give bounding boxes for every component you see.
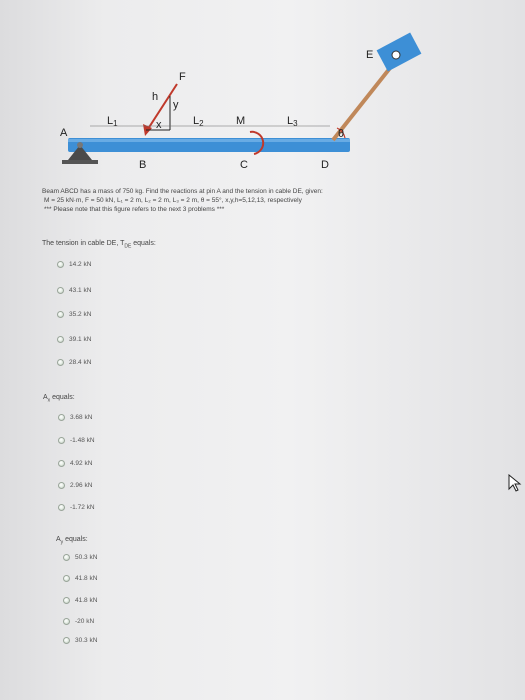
option-label: 4.92 kN bbox=[70, 459, 93, 467]
label-l1: L1 bbox=[107, 115, 118, 128]
option-q2-3[interactable] bbox=[58, 457, 92, 469]
option-label: -1.72 kN bbox=[70, 503, 95, 511]
radio-button[interactable] bbox=[58, 437, 65, 444]
label-c: C bbox=[240, 159, 248, 171]
problem-line-1: Beam ABCD has a mass of 750 kg. Find the reactions at pin A and the tension in cable DE, given: bbox=[42, 188, 323, 195]
radio-button[interactable] bbox=[58, 414, 65, 421]
option-label: 14.2 kN bbox=[69, 260, 92, 268]
option-q3-5[interactable] bbox=[63, 634, 97, 646]
label-e: E bbox=[366, 49, 374, 61]
label-f: F bbox=[179, 71, 186, 83]
question-sub: DE bbox=[124, 243, 132, 250]
pin-a bbox=[77, 142, 83, 148]
option-q1-4[interactable] bbox=[57, 333, 91, 345]
question-tail: equals: bbox=[50, 394, 75, 401]
question-text: A bbox=[56, 536, 61, 543]
option-q2-2[interactable] bbox=[58, 434, 95, 446]
radio-button[interactable] bbox=[57, 287, 64, 294]
label-l3: L3 bbox=[287, 115, 298, 128]
label-theta: θ bbox=[338, 128, 345, 140]
radio-button[interactable] bbox=[57, 261, 64, 268]
problem-statement bbox=[42, 187, 512, 214]
question-tail: equals: bbox=[131, 240, 156, 247]
radio-button[interactable] bbox=[63, 554, 70, 561]
radio-button[interactable] bbox=[57, 359, 64, 366]
option-label: 3.68 kN bbox=[70, 413, 93, 421]
option-q3-1[interactable] bbox=[63, 551, 97, 563]
ground-a bbox=[62, 160, 98, 164]
option-q1-3[interactable] bbox=[57, 308, 91, 320]
option-label: 41.8 kN bbox=[75, 596, 98, 604]
pin-e bbox=[392, 51, 400, 59]
option-label: 28.4 kN bbox=[69, 358, 92, 366]
mouse-cursor-icon bbox=[508, 474, 522, 492]
radio-button[interactable] bbox=[63, 618, 70, 625]
option-label: 50.3 kN bbox=[75, 553, 98, 561]
question-ax-label bbox=[43, 394, 75, 403]
label-a: A bbox=[60, 127, 68, 139]
radio-button[interactable] bbox=[58, 504, 65, 511]
question-tail: equals: bbox=[63, 536, 88, 543]
label-h: h bbox=[152, 91, 159, 103]
label-y: y bbox=[173, 99, 179, 111]
question-text: A bbox=[43, 394, 48, 401]
beam-highlight bbox=[68, 139, 350, 142]
problem-line-3: *** Please note that this figure refers to the next 3 problems *** bbox=[44, 206, 225, 213]
option-q1-2[interactable] bbox=[57, 284, 91, 296]
option-label: 2.96 kN bbox=[70, 481, 93, 489]
option-q2-4[interactable] bbox=[58, 479, 92, 491]
option-label: -1.48 kN bbox=[70, 436, 95, 444]
radio-button[interactable] bbox=[63, 575, 70, 582]
radio-button[interactable] bbox=[58, 482, 65, 489]
radio-button[interactable] bbox=[57, 336, 64, 343]
label-x: x bbox=[156, 119, 162, 131]
beam-figure bbox=[0, 0, 525, 185]
option-q2-5[interactable] bbox=[58, 501, 95, 513]
option-q2-1[interactable] bbox=[58, 411, 92, 423]
option-q3-2[interactable] bbox=[63, 572, 97, 584]
option-label: 41.8 kN bbox=[75, 574, 98, 582]
option-q1-1[interactable] bbox=[57, 258, 91, 270]
option-label: -20 kN bbox=[75, 617, 95, 625]
option-q1-5[interactable] bbox=[57, 356, 91, 368]
label-m: M bbox=[236, 115, 246, 127]
question-ay-label bbox=[56, 536, 88, 545]
label-d: D bbox=[321, 159, 329, 171]
option-q3-3[interactable] bbox=[63, 594, 97, 606]
problem-line-2: M = 25 kN·m, F = 50 kN, L₁ = 2 m, L₂ = 2 m, L₃ = 2 m, θ = 55°, x,y,h=5,12,13, respectively bbox=[44, 197, 302, 204]
question-sub: y bbox=[60, 539, 64, 546]
question-text: The tension in cable DE, T bbox=[42, 240, 125, 247]
question-tension-label bbox=[42, 240, 156, 249]
option-q3-4[interactable] bbox=[63, 615, 94, 627]
option-label: 43.1 kN bbox=[69, 286, 92, 294]
option-label: 39.1 kN bbox=[69, 335, 92, 343]
option-label: 35.2 kN bbox=[69, 310, 92, 318]
radio-button[interactable] bbox=[58, 460, 65, 467]
radio-button[interactable] bbox=[57, 311, 64, 318]
radio-button[interactable] bbox=[63, 637, 70, 644]
question-sub: x bbox=[47, 397, 51, 404]
label-b: B bbox=[139, 159, 147, 171]
radio-button[interactable] bbox=[63, 597, 70, 604]
label-l2: L2 bbox=[193, 115, 204, 128]
option-label: 30.3 kN bbox=[75, 636, 98, 644]
